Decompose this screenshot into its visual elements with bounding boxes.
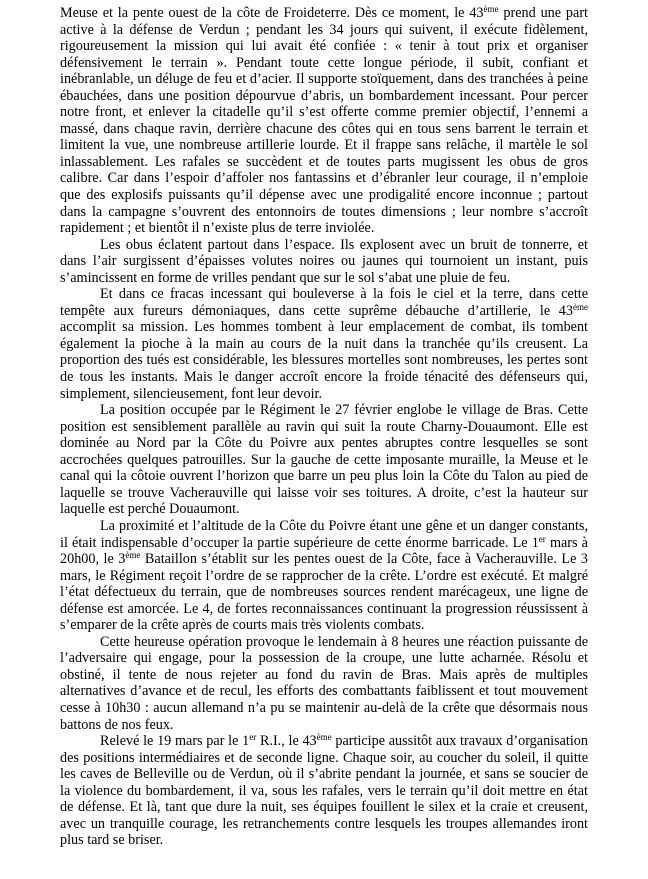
text-run: Bataillon s’établit sur les pentes ouest de la Côte, face à Vacherauville. Le 3 mars, le Régiment reçoit l’ordre de se rapprocher de la crête. L’ordre est exécuté. Et malgré l’état défectueux du terrain, que de nombreuses sources rendent marécageux, une ligne de défense est amorcée. Le 4, de fortes reconnaissances continuant la progression réussissent à s’emparer de la crête après de courts mais très violents combats. <box>60 551 588 634</box>
ordinal-superscript: ème <box>573 301 588 312</box>
ordinal-superscript: ème <box>316 732 332 743</box>
ordinal-superscript: er <box>249 732 257 743</box>
text-run: Cette heureuse opération provoque le lendemain à 8 heures une réaction puissante de l’adversaire qui engage, pour la possession de la croupe, une lutte acharnée. Résolu et obstiné, il tente de nous rejeter au fond du ravin de Bras. Mais après de multiples alternatives d’avance et de recul, les efforts des combattants faiblissent et tout mouvement cesse à 10h30 : aucun allemand n’a pu se maintenir au-delà de la crête que désormais nous battons de nos feux. <box>60 633 588 733</box>
text-run: La proximité et l’altitude de la Côte du Poivre étant une gêne et un danger constants, il était indispensable d’occuper la partie supérieure de cette énorme barricade. Le 1 <box>60 517 588 551</box>
paragraph-6 <box>60 634 588 733</box>
paragraph-1 <box>60 5 588 237</box>
text-run: accomplit sa mission. Les hommes tombent à leur emplacement de combat, ils tombent également la pioche à la main au cours de la nuit dans la tranchée qu’ils creusent. La proportion des tués est considérable, les blessures mortelles sont nombreuses, les pertes sont de tous les instants. Mais le danger accroît encore la froide ténacité des défenseurs qui, simplement, silencieusement, font leur devoir. <box>60 319 588 402</box>
paragraph-4 <box>60 402 588 518</box>
text-run: mars à 20h00, le 3 <box>60 534 588 568</box>
text-run: La position occupée par le Régiment le 27 février englobe le village de Bras. Cette position est sensiblement parallèle au ravin qui suit la route Charny-Douaumont. Elle est dominée au Nord par la Côte du Poivre aux pentes abruptes contre lesquelles se sont accrochées quelques patrouilles. Sur la gauche de cette imposante muraille, la Meuse et le canal qui la côtoie ouvrent l’horizon que barre un peu plus loin la Côte du Talon au pied de laquelle se trouve Vacherauville qui laisse voir ses toitures. A droite, c’est la hauteur sur laquelle est perché Douaumont. <box>60 402 588 518</box>
text-run: R.I., le 43 <box>256 733 317 750</box>
paragraph-5 <box>60 518 588 634</box>
paragraph-2 <box>60 237 588 287</box>
text-run: prend une part active à la défense de Verdun ; pendant les 34 jours qui suivent, il exécute fidèlement, rigoureusement la mission qui lui avait été confiée : « tenir à tout prix et organiser défensivement le terrain ». Pendant toute cette longue période, il subit, confiant et inébranlable, un déluge de feu et d’acier. Il supporte stoïquement, dans des tranchées à peine ébauchées, dans une position dépourvue d’abris, un bombardement incessant. Pour percer notre front, et enlever la citadelle qu’il s’est offerte comme premier objectif, l’ennemi a massé, dans chaque ravin, derrière chacune des côtes qui en tous sens barrent le terrain et limitent la vue, une nombreuse artillerie lourde. Et il frappe sans relâche, il martèle le sol inlassablement. Les rafales se succèdent et de toutes parts mugissent les obus de gros calibre. Car dans l’espoir d’affoler nos fantassins et d’ébranler leur courage, il n’emploie que des explosifs puissants qu’il dépense avec une prodigalité encore inconnue ; partout dans la campagne s’ouvrent des entonnoirs de toutes dimensions ; leur nombre s’accroît rapidement ; et bientôt il n’existe plus de terre inviolée. <box>60 5 588 237</box>
paragraph-7 <box>60 733 588 849</box>
paragraph-3 <box>60 286 588 402</box>
text-run: Meuse et la pente ouest de la côte de Froideterre. Dès ce moment, le 43 <box>60 5 484 21</box>
ordinal-superscript: ème <box>125 550 141 561</box>
document-body <box>60 5 588 849</box>
ordinal-superscript: er <box>538 533 546 544</box>
text-run: Relevé le 19 mars par le 1 <box>100 733 250 750</box>
text-run: Les obus éclatent partout dans l’espace. Ils explosent avec un bruit de tonnerre, et dans l’air surgissent d’épaisses volutes noires ou jaunes qui tournoient un instant, puis s’amincissent en forme de vrilles pendant que sur le sol s’abat une pluie de feu. <box>60 236 588 286</box>
text-run: participe aussitôt aux travaux d’organisation des positions intermédiaires et de seconde ligne. Chaque soir, au coucher du soleil, il quitte les caves de Belleville ou de Verdun, où il s’abrite pendant la journée, et sans se soucier de la violence du bombardement, il va, sous les rafales, vers le terrain qu’il doit mettre en état de défense. Et là, tant que dure la nuit, ses équipes fouillent le silex et la craie et creusent, avec un tranquille courage, les retranchements contre lesquels les troupes allemandes iront plus tard se briser. <box>60 733 588 849</box>
text-run: Et dans ce fracas incessant qui bouleverse à la fois le ciel et la terre, dans cette tempête aux fureurs démoniaques, dans cette suprême débauche d’artillerie, le 43 <box>60 286 588 319</box>
ordinal-superscript: ème <box>483 4 499 14</box>
